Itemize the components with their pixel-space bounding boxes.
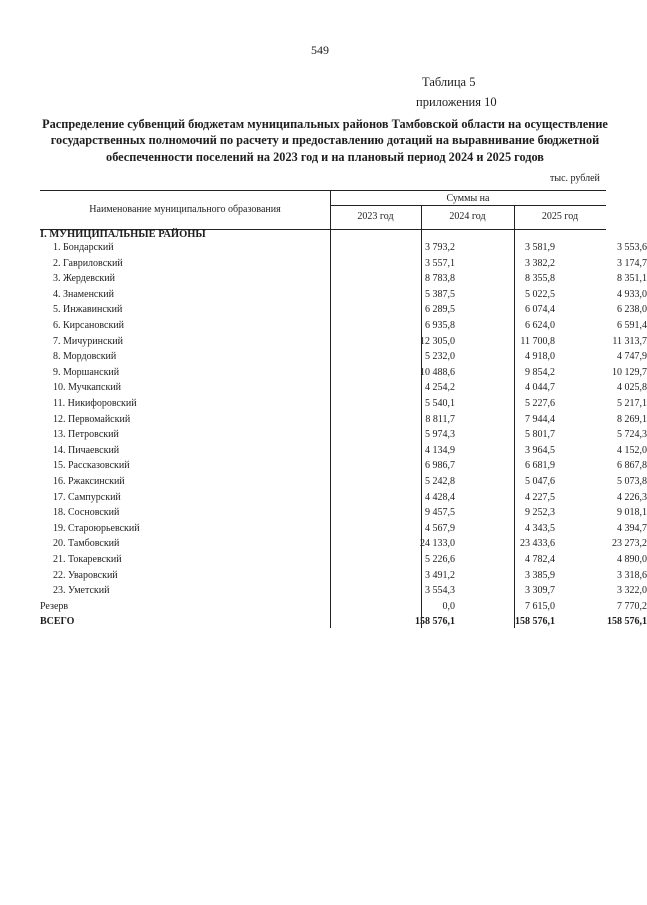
value-2023: 3 554,3 [425,585,455,597]
value-2025: 10 129,7 [612,366,647,378]
row-name: 12. Первомайский [53,413,131,425]
row-name: 5. Инжавинский [53,304,123,316]
value-2024: 9 854,2 [525,366,555,378]
column-divider-2 [421,229,422,628]
value-2025: 3 322,0 [617,585,647,597]
value-2024: 158 576,1 [515,616,555,628]
value-2025: 7 770,2 [617,600,647,612]
value-2025: 9 018,1 [617,507,647,519]
reserve-row [40,600,647,617]
sums-header: Суммы на [446,193,490,204]
row-name: 21. Токаревский [53,554,122,565]
value-2024: 5 227,6 [525,398,555,409]
row-name: 10. Мучкапский [53,382,122,394]
value-2023: 5 387,5 [425,288,455,300]
row-name: 20. Тамбовский [53,538,120,550]
table-row [40,491,647,508]
value-2025: 6 867,8 [617,460,647,472]
year-header-2023: 2023 год [357,211,394,222]
value-2024: 3 964,5 [525,444,555,456]
value-2025: 5 217,1 [617,398,647,409]
row-name: 14. Пичаевский [53,444,120,456]
row-name: 6. Кирсановский [53,320,125,331]
value-2024: 4 343,5 [525,522,555,534]
value-2025: 5 073,8 [617,476,647,487]
table-row [40,398,647,414]
value-2024: 7 615,0 [525,600,555,612]
value-2025: 4 890,0 [617,554,647,565]
value-2023: 3 557,1 [425,257,455,269]
table-row [40,257,647,274]
value-2024: 4 227,5 [525,491,555,503]
value-2024: 6 624,0 [525,320,555,331]
value-2023: 3 491,2 [425,569,455,581]
value-2024: 3 382,2 [525,257,555,269]
value-2025: 4 025,8 [617,382,647,394]
value-2023: 4 134,9 [425,444,455,456]
row-name: ВСЕГО [40,616,75,628]
table-row [40,335,647,352]
row-name: 8. Мордовский [53,351,117,363]
value-2023: 12 305,0 [420,335,455,347]
value-2023: 5 974,3 [425,429,455,441]
value-2025: 8 351,1 [617,273,647,285]
row-name: 23. Уметский [53,585,110,597]
table-row [40,429,647,445]
value-2025: 4 933,0 [617,288,647,300]
row-name: 1. Бондарский [53,242,114,253]
value-2025: 23 273,2 [612,538,647,550]
value-2023: 5 540,1 [425,398,455,409]
value-2024: 8 355,8 [525,273,555,285]
column-divider-3 [514,229,515,628]
value-2025: 3 174,7 [617,257,647,269]
value-2023: 4 567,9 [425,522,455,534]
value-2025: 6 591,4 [617,320,647,331]
header-top-rule [40,190,606,191]
table-row [40,476,647,492]
table-row [40,366,647,383]
value-2024: 23 433,6 [520,538,555,550]
table-row [40,569,647,586]
column-divider-1 [330,229,331,628]
units-label: тыс. рублей [550,173,600,184]
value-2023: 10 488,6 [420,366,455,378]
value-2024: 7 944,4 [525,413,555,425]
row-name: 4. Знаменский [53,288,114,300]
table-row [40,554,647,570]
value-2024: 5 047,6 [525,476,555,487]
value-2025: 5 724,3 [617,429,647,441]
row-name: 18. Сосновский [53,507,120,519]
value-2025: 8 269,1 [617,413,647,425]
table-row [40,507,647,523]
row-name: 3. Жердевский [53,273,115,285]
table-row [40,242,647,258]
value-2025: 4 152,0 [617,444,647,456]
value-2023: 24 133,0 [420,538,455,550]
row-name: 16. Ржаксинский [53,476,125,487]
row-name: 7. Мичуринский [53,335,123,347]
value-2023: 8 783,8 [425,273,455,285]
table-row [40,320,647,336]
value-2025: 6 238,0 [617,304,647,316]
value-2025: 3 553,6 [617,242,647,253]
value-2023: 0,0 [442,600,455,612]
row-name: 13. Петровский [53,429,119,441]
table-row [40,444,647,461]
value-2024: 4 044,7 [525,382,555,394]
value-2023: 6 986,7 [425,460,455,472]
table-row [40,382,647,398]
value-2023: 9 457,5 [425,507,455,519]
value-2024: 3 581,9 [525,242,555,253]
value-2023: 6 935,8 [425,320,455,331]
row-name: 17. Сампурский [53,491,121,503]
table-row [40,304,647,320]
value-2024: 9 252,3 [525,507,555,519]
value-2025: 11 313,7 [612,335,647,347]
value-2025: 3 318,6 [617,569,647,581]
value-2025: 4 747,9 [617,351,647,363]
value-2024: 3 385,9 [525,569,555,581]
row-name: 11. Никифоровский [53,398,137,409]
table-row [40,460,647,476]
row-name: 9. Моршанский [53,366,120,378]
table-row [40,273,647,289]
table-row [40,351,647,367]
section-title: I. МУНИЦИПАЛЬНЫЕ РАЙОНЫ [40,229,206,240]
value-2025: 158 576,1 [607,616,647,628]
value-2024: 4 782,4 [525,554,555,565]
name-column-header: Наименование муниципального образования [89,204,281,215]
year-header-2024: 2024 год [449,211,486,222]
table-title: Распределение субвенций бюджетам муниципальных районов Тамбовской области на осуществление государственных полномочий по расчету и предоставлению дотаций на выравнивание бюджетной обеспеченности поселений на 2023 год и на плановый период 2024 и 2025 годов [42,117,608,164]
value-2023: 3 793,2 [425,242,455,253]
value-2023: 4 254,2 [425,382,455,394]
value-2023: 6 289,5 [425,304,455,316]
table-row [40,538,647,554]
row-name: 19. Староюрьевский [53,522,140,534]
value-2023: 5 242,8 [425,476,455,487]
sums-underline [330,205,606,206]
value-2025: 4 226,3 [617,491,647,503]
value-2023: 8 811,7 [425,413,455,425]
value-2025: 4 394,7 [617,522,647,534]
value-2024: 5 801,7 [525,429,555,441]
appendix-label: приложения 10 [416,95,497,109]
row-name: 22. Уваровский [53,569,118,581]
row-name: 2. Гавриловский [53,257,123,269]
table-row [40,288,647,305]
page-number: 549 [311,43,329,57]
table-row [40,522,647,539]
value-2024: 5 022,5 [525,288,555,300]
value-2024: 3 309,7 [525,585,555,597]
row-name: Резерв [40,600,69,612]
row-name: 15. Рассказовский [53,460,130,472]
year-header-2025: 2025 год [541,211,579,222]
total-row [40,616,647,632]
value-2024: 11 700,8 [520,335,555,347]
value-2024: 6 681,9 [525,460,555,472]
table-row [40,413,647,430]
table-label: Таблица 5 [422,75,476,89]
value-2023: 5 232,0 [425,351,455,363]
value-2023: 5 226,6 [425,554,455,565]
value-2024: 6 074,4 [525,304,555,316]
value-2023: 4 428,4 [425,491,455,503]
value-2024: 4 918,0 [525,351,555,363]
table-row [40,585,647,601]
value-2023: 158 576,1 [415,616,455,628]
